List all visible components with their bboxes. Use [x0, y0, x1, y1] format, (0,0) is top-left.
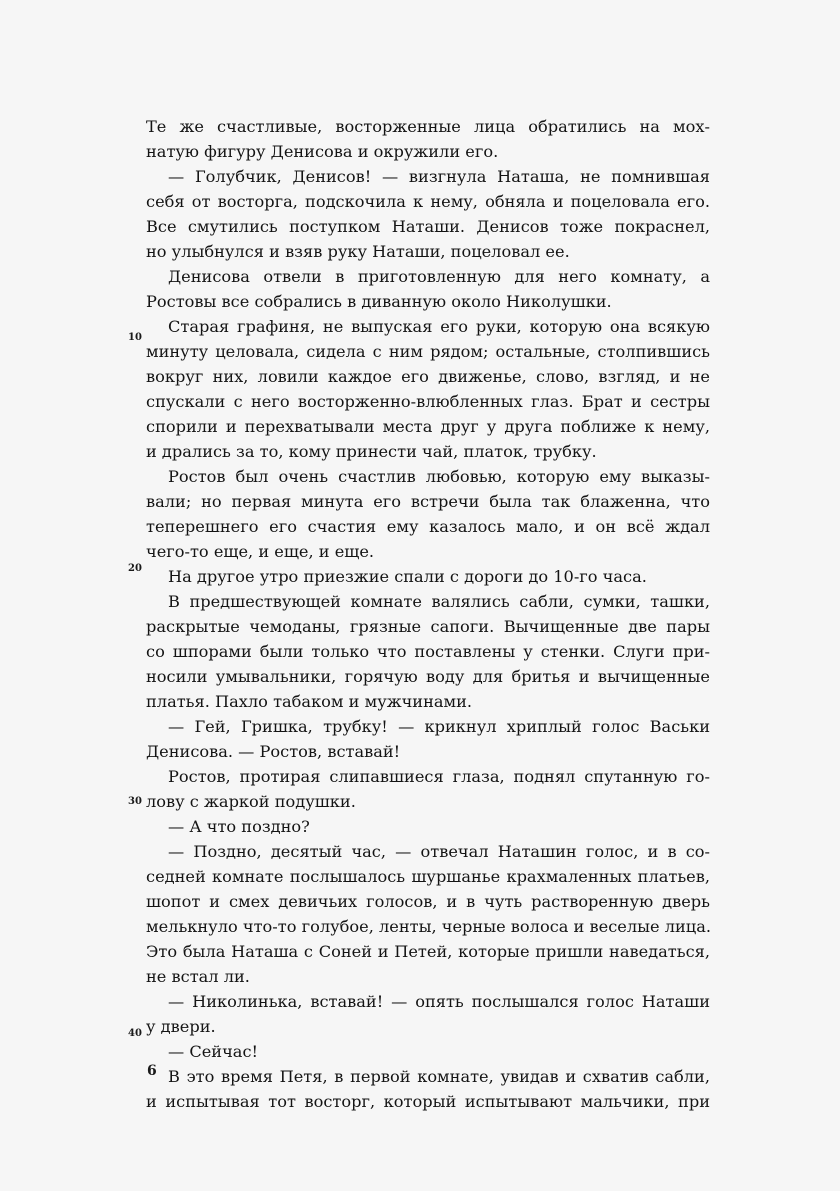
line-number-marker: 20: [128, 563, 142, 574]
text-line: Ростов, протирая слипавшиеся глаза, поднял спутанную го-: [168, 767, 710, 786]
text-line: Те же счастливые, восторженные лица обратились на мох-: [146, 117, 710, 136]
text-line: минуту целовала, сидела с ним рядом; остальные, столпившись: [146, 342, 710, 361]
text-line: носили умывальники, горячую воду для бритья и вычищенные: [146, 667, 710, 686]
text-line: Это была Наташа с Соней и Петей, которые пришли наведаться,: [146, 942, 710, 961]
text-line: Денисова. — Ростов, вставай!: [146, 742, 401, 761]
text-line: спорили и перехватывали места друг у друга поближе к нему,: [146, 417, 710, 436]
text-line: шопот и смех девичьих голосов, и в чуть растворенную дверь: [146, 892, 710, 911]
text-line: чего-то еще, и еще, и еще.: [146, 542, 375, 561]
text-line: В предшествующей комнате валялись сабли, сумки, ташки,: [168, 592, 710, 611]
text-line: — Сейчас!: [168, 1042, 259, 1061]
text-line: раскрытые чемоданы, грязные сапоги. Вычищенные две пары: [146, 617, 710, 636]
text-line: Все смутились поступком Наташи. Денисов тоже покраснел,: [146, 217, 710, 236]
text-line: и дрались за то, кому принести чай, платок, трубку.: [146, 442, 597, 461]
text-line: — Николинька, вставай! — опять послышался голос Наташи: [168, 992, 710, 1011]
text-line: Ростовы все собрались в диванную около Николушки.: [146, 292, 612, 311]
text-line: Ростов был очень счастлив любовью, которую ему выказы-: [168, 467, 710, 486]
text-line: лову с жаркой подушки.: [146, 792, 356, 811]
line-number-marker: 10: [128, 332, 142, 343]
text-line: платья. Пахло табаком и мужчинами.: [146, 692, 473, 711]
text-line: теперешнего его счастия ему казалось мало, и он всё ждал: [146, 517, 710, 536]
text-line: спускали с него восторженно-влюбленных глаз. Брат и сестры: [146, 392, 710, 411]
text-line: седней комнате послышалось шуршанье крахмаленных платьев,: [146, 867, 710, 886]
text-line: Старая графиня, не выпуская его руки, которую она всякую: [168, 317, 710, 336]
text-line: — Гей, Гришка, трубку! — крикнул хриплый голос Васьки: [168, 717, 710, 736]
text-line: мелькнуло что-то голубое, ленты, черные волоса и веселые лица.: [146, 917, 712, 936]
text-line: у двери.: [146, 1017, 216, 1036]
text-line: — Голубчик, Денисов! — визгнула Наташа, не помнившая: [168, 167, 710, 186]
text-line: — А что поздно?: [168, 817, 310, 836]
text-line: — Поздно, десятый час, — отвечал Наташин голос, и в со-: [168, 842, 710, 861]
page-number: 6: [147, 1063, 157, 1079]
text-line: и испытывая тот восторг, который испытывают мальчики, при: [146, 1092, 710, 1111]
text-line: В это время Петя, в первой комнате, увидав и схватив сабли,: [168, 1067, 710, 1086]
text-line: не встал ли.: [146, 967, 250, 986]
text-line: натую фигуру Денисова и окружили его.: [146, 142, 499, 161]
line-number-marker: 40: [128, 1028, 142, 1039]
text-line: но улыбнулся и взяв руку Наташи, поцеловал ее.: [146, 242, 570, 261]
text-line: со шпорами были только что поставлены у стенки. Слуги при-: [146, 642, 710, 661]
line-number-marker: 30: [128, 796, 142, 807]
text-line: себя от восторга, подскочила к нему, обняла и поцеловала его.: [146, 192, 710, 211]
text-line: Денисова отвели в приготовленную для него комнату, а: [168, 267, 710, 286]
text-line: вали; но первая минута его встречи была так блаженна, что: [146, 492, 710, 511]
text-line: вокруг них, ловили каждое его движенье, слово, взгляд, и не: [146, 367, 710, 386]
text-line: На другое утро приезжие спали с дороги до 10-го часа.: [168, 567, 647, 586]
